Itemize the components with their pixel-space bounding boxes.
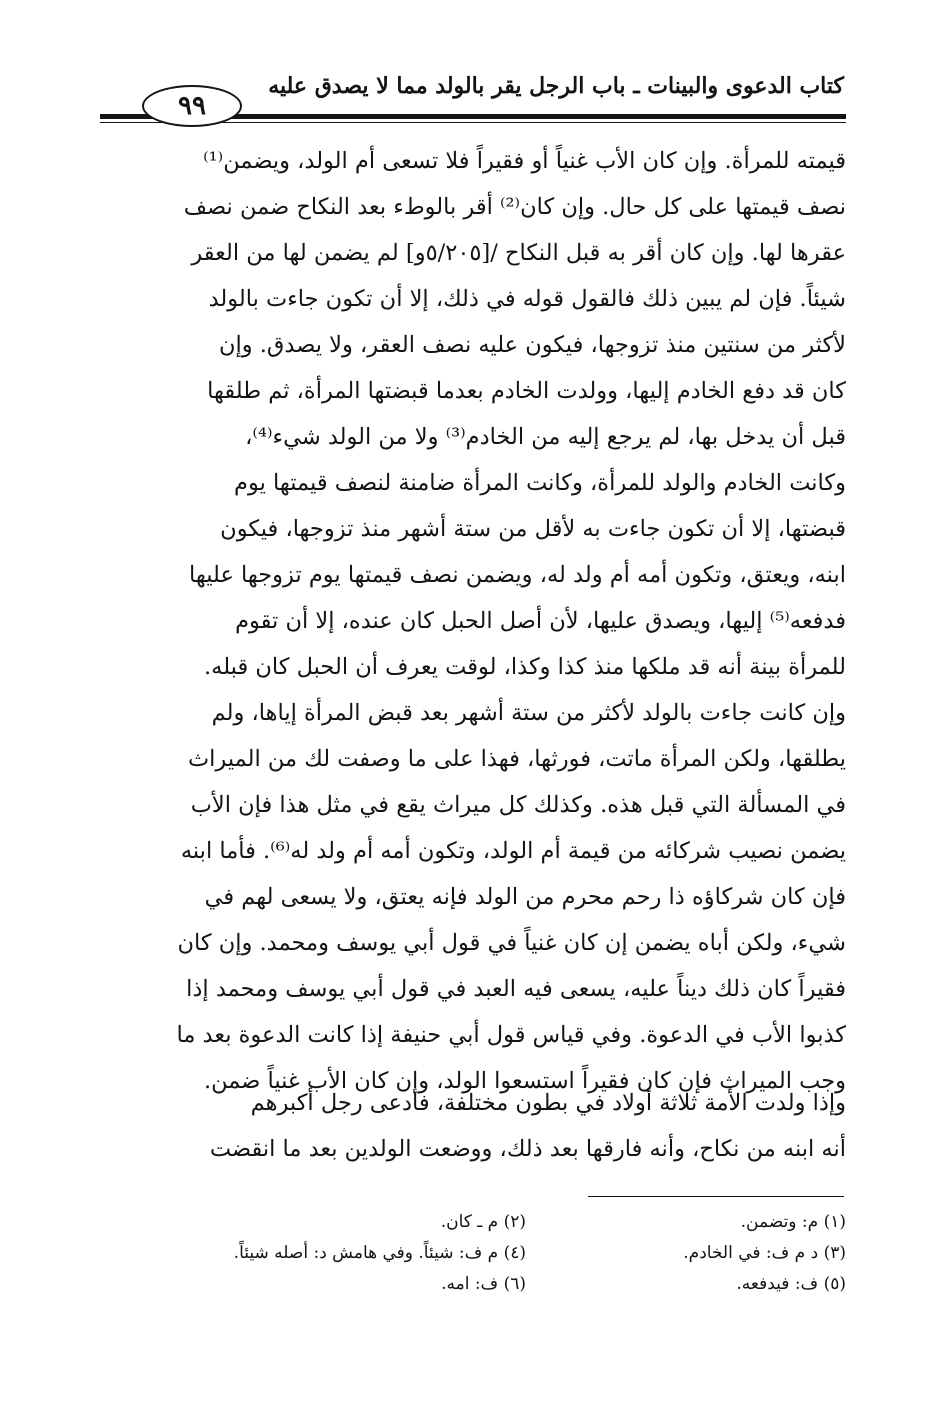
text-line: قيمته للمرأة. وإن كان الأب غنياً أو فقيراً فلا تسعى أم الولد، ويضمن⁽¹⁾ <box>203 148 846 174</box>
footnotes <box>100 1208 846 1301</box>
footnote-row <box>100 1239 846 1270</box>
text-line: وإن كانت جاءت بالولد لأكثر من ستة أشهر بعد قبض المرأة إياها، ولم <box>211 700 846 726</box>
text-line: للمرأة بينة أنه قد ملكها منذ كذا وكذا، لوقت يعرف أن الحبل كان قبله. <box>204 654 846 680</box>
text-line: فإن كان شركاؤه ذا رحم محرم من الولد فإنه يعتق، ولا يسعى لهم في <box>204 884 846 910</box>
text-line: وجب الميراث فإن كان فقيراً استسعوا الولد، وإن كان الأب غنياً ضمن. <box>203 1068 846 1094</box>
text-line: أنه ابنه من نكاح، وأنه فارقها بعد ذلك، ووضعت الولدين بعد ما انقضت <box>209 1136 846 1162</box>
text-line: شيء، ولكن أباه يضمن إن كان غنياً في قول أبي يوسف ومحمد. وإن كان <box>177 930 846 956</box>
footnote-row <box>100 1270 846 1301</box>
page-number-badge <box>142 85 242 127</box>
header-title: كتاب الدعوى والبينات ـ باب الرجل يقر بالولد مما لا يصدق عليه <box>268 73 844 99</box>
footnote-separator <box>588 1196 844 1197</box>
footnote: (٦) ف: امه. <box>441 1274 526 1294</box>
text-line: لأكثر من سنتين منذ تزوجها، فيكون عليه نصف العقر، ولا يصدق. وإن <box>218 332 846 358</box>
text-line: يطلقها، ولكن المرأة ماتت، فورثها، فهذا على ما وصفت لك من الميراث <box>188 746 846 772</box>
text-line: وإذا ولدت الأمة ثلاثة أولاد في بطون مختلفة، فادعى رجل أكبرهم <box>250 1090 846 1116</box>
page-number: ٩٩ <box>178 91 206 121</box>
text-line: قبل أن يدخل بها، لم يرجع إليه من الخادم⁽³⁾ ولا من الولد شيء⁽⁴⁾، <box>245 424 846 450</box>
text-line: ابنه، ويعتق، وتكون أمه أم ولد له، ويضمن نصف قيمتها يوم تزوجها عليها <box>188 562 846 588</box>
text-line: يضمن نصيب شركائه من قيمة أم الولد، وتكون أمه أم ولد له⁽⁶⁾. فأما ابنه <box>180 838 846 864</box>
footnote: (٣) د م ف: في الخادم. <box>683 1243 846 1263</box>
text-line: نصف قيمتها على كل حال. وإن كان⁽²⁾ أقر بالوطء بعد النكاح ضمن نصف <box>183 194 846 220</box>
text-line: كذبوا الأب في الدعوة. وفي قياس قول أبي حنيفة إذا كانت الدعوة بعد ما <box>176 1022 846 1048</box>
footnote: (٥) ف: فيدفعه. <box>736 1274 846 1294</box>
text-line: وكانت الخادم والولد للمرأة، وكانت المرأة ضامنة لنصف قيمتها يوم <box>234 470 846 496</box>
text-line: شيئاً. فإن لم يبين ذلك فالقول قوله في ذلك، إلا أن تكون جاءت بالولد <box>208 286 846 312</box>
footnote: (١) م: وتضمن. <box>740 1212 846 1232</box>
text-line: عقرها لها. وإن كان أقر به قبل النكاح /[٥/٢٠٥و] لم يضمن لها من العقر <box>191 240 846 266</box>
text-line: قبضتها، إلا أن تكون جاءت به لأقل من ستة أشهر منذ تزوجها، فيكون <box>220 516 846 542</box>
text-line: فقيراً كان ذلك ديناً عليه، يسعى فيه العبد في قول أبي يوسف ومحمد إذا <box>186 976 846 1002</box>
text-line: كان قد دفع الخادم إليها، وولدت الخادم بعدما قبضتها المرأة، ثم طلقها <box>207 378 846 404</box>
main-paragraph <box>100 138 846 1104</box>
second-paragraph <box>100 1080 846 1172</box>
footnote: (٤) م ف: شيئاً. وفي هامش د: أصله شيئاً. <box>233 1243 526 1263</box>
text-line: في المسألة التي قبل هذه. وكذلك كل ميراث يقع في مثل هذا فإن الأب <box>190 792 846 818</box>
footnote-row <box>100 1208 846 1239</box>
text-line: فدفعه⁽⁵⁾ إليها، ويصدق عليها، لأن أصل الحبل كان عنده، إلا أن تقوم <box>235 608 846 634</box>
footnote: (٢) م ـ كان. <box>440 1212 526 1232</box>
